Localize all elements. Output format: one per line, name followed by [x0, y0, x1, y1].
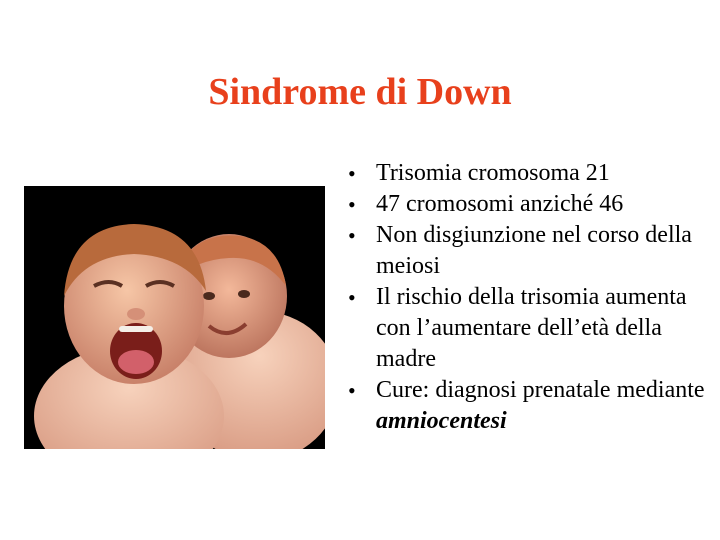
- bullet-item: [340, 375, 710, 437]
- bullet-item: [340, 220, 710, 282]
- bullet-symbol: •: [348, 223, 356, 248]
- bullet-symbol: •: [348, 285, 356, 310]
- bullet-symbol: •: [348, 192, 356, 217]
- bullet-item: [340, 158, 710, 189]
- bullet-list: [340, 158, 710, 437]
- bullet-item: [340, 189, 710, 220]
- bullet-symbol: •: [348, 161, 356, 186]
- children-photo: [24, 186, 325, 449]
- bullet-emphasis: amniocentesi: [376, 408, 507, 434]
- bullet-text: Cure: diagnosi prenatale mediante: [376, 377, 705, 403]
- children-photo-illustration: [24, 186, 325, 449]
- bullet-text: Non disgiunzione nel corso della meiosi: [376, 222, 692, 279]
- bullet-text: Il rischio della trisomia aumenta con l’aumentare dell’età della madre: [376, 284, 687, 372]
- bullet-text: 47 cromosomi anziché 46: [376, 191, 624, 217]
- bullet-symbol: •: [348, 378, 356, 403]
- slide-title: Sindrome di Down: [208, 71, 512, 113]
- bullet-text: Trisomia cromosoma 21: [376, 160, 610, 186]
- bullet-item: [340, 282, 710, 375]
